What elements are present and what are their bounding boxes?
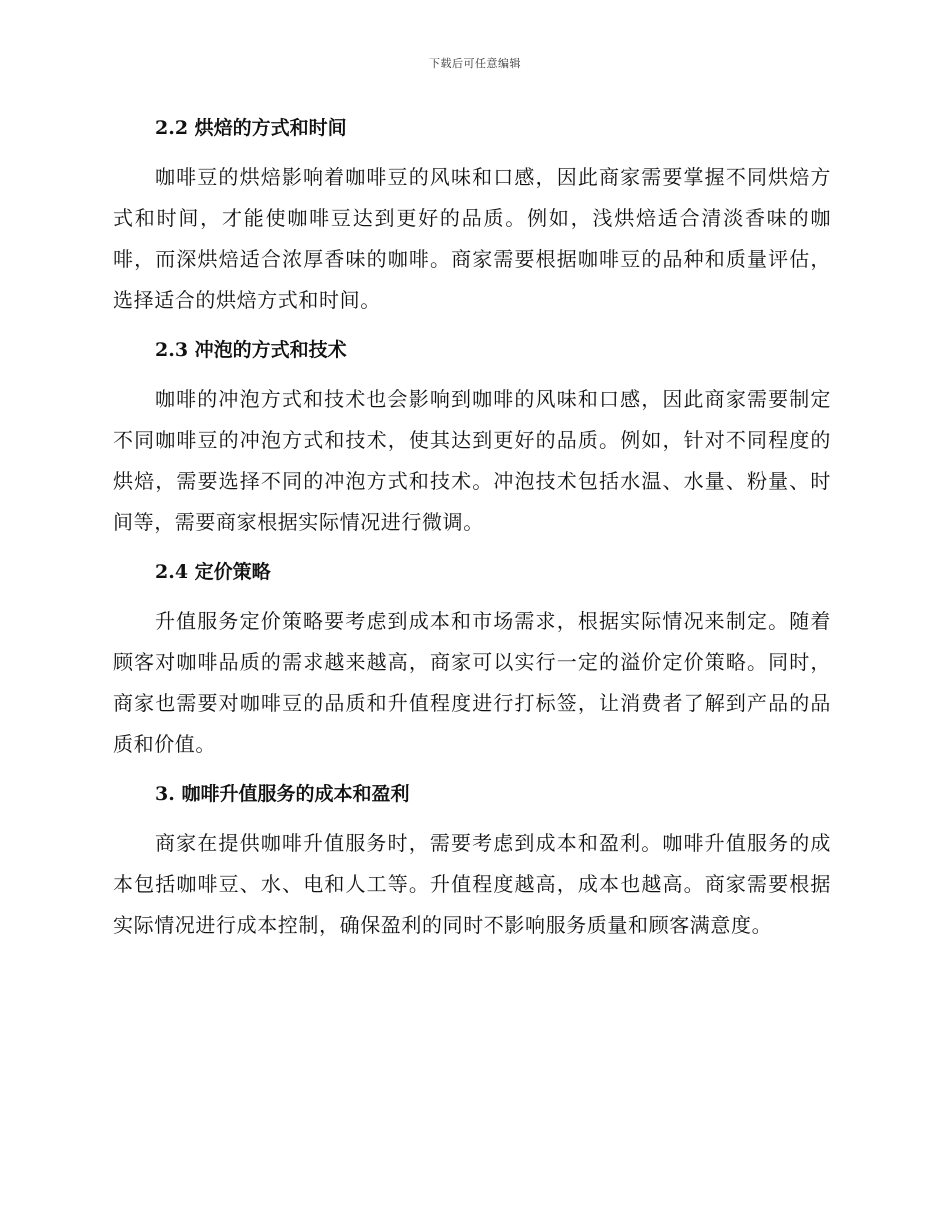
section-body-cost-profit: 商家在提供咖啡升值服务时，需要考虑到成本和盈利。咖啡升值服务的成本包括咖啡豆、水、电和人工等。升值程度越高，成本也越高。商家需要根据实际情况进行成本控制，确保盈利的同时不影响服务质量和顾客满意度。 xyxy=(113,831,831,937)
section-heading-brewing: 2.3 冲泡的方式和技术 xyxy=(155,339,347,361)
section-body-roasting: 咖啡豆的烘焙影响着咖啡豆的风味和口感，因此商家需要掌握不同烘焙方式和时间，才能使咖啡豆达到更好的品质。例如，浅烘焙适合清淡香味的咖啡，而深烘焙适合浓厚香味的咖啡。商家需要根据咖啡豆的品种和质量评估，选择适合的烘焙方式和时间。 xyxy=(113,165,831,312)
document-body xyxy=(113,108,831,955)
section-body-pricing: 升值服务定价策略要考虑到成本和市场需求，根据实际情况来制定。随着顾客对咖啡品质的需求越来越高，商家可以实行一定的溢价定价策略。同时，商家也需要对咖啡豆的品质和升值程度进行打标签，让消费者了解到产品的品质和价值。 xyxy=(113,609,831,756)
section-body-brewing: 咖啡的冲泡方式和技术也会影响到咖啡的风味和口感，因此商家需要制定不同咖啡豆的冲泡方式和技术，使其达到更好的品质。例如，针对不同程度的烘焙，需要选择不同的冲泡方式和技术。冲泡技术包括水温、水量、粉量、时间等，需要商家根据实际情况进行微调。 xyxy=(113,387,831,534)
section-heading-pricing: 2.4 定价策略 xyxy=(155,561,271,583)
section-heading-cost-profit: 3. 咖啡升值服务的成本和盈利 xyxy=(155,783,410,805)
page-header: 下载后可任意编辑 xyxy=(429,57,521,70)
section-heading-roasting: 2.2 烘焙的方式和时间 xyxy=(155,117,347,139)
